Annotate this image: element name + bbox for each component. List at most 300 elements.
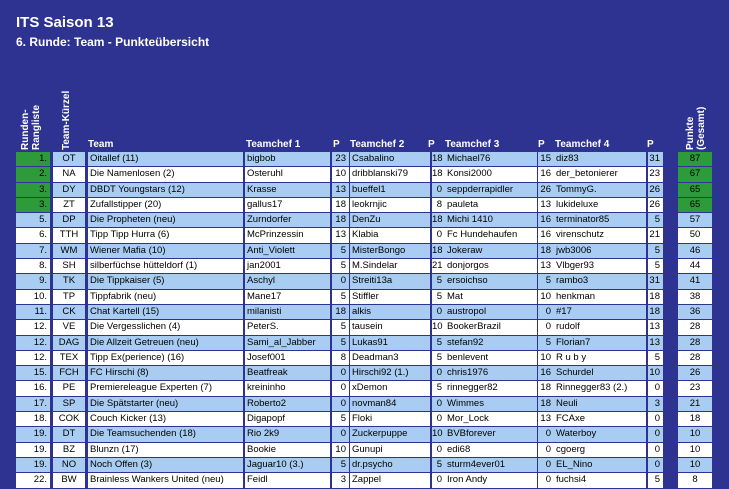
cell-c4: der_betonierer bbox=[554, 167, 646, 181]
cell-c3: chris1976 bbox=[445, 366, 537, 380]
page-subtitle: 6. Runde: Team - Punkteübersicht bbox=[16, 35, 210, 49]
header-team: Team bbox=[88, 139, 114, 150]
cell-p4: 0 bbox=[648, 381, 663, 395]
cell-p2: 18 bbox=[432, 213, 445, 227]
table-row bbox=[16, 427, 712, 442]
cell-c4: diz83 bbox=[554, 152, 646, 166]
cell-c4: rudolf bbox=[554, 320, 646, 334]
cell-c2: Gunupi bbox=[350, 443, 430, 457]
cell-p2: 0 bbox=[432, 305, 445, 319]
cell-team: Oitallef (11) bbox=[88, 152, 243, 166]
header-p2: P bbox=[428, 139, 435, 150]
cell-rank: 2. bbox=[16, 167, 50, 181]
cell-total: 46 bbox=[678, 244, 712, 258]
cell-p1: 5 bbox=[332, 259, 349, 273]
cell-p3: 10 bbox=[538, 290, 554, 304]
cell-c3: BookerBrazil bbox=[445, 320, 537, 334]
cell-rank: 10. bbox=[16, 290, 50, 304]
cell-p4: 10 bbox=[648, 366, 663, 380]
cell-abbr: DT bbox=[53, 427, 85, 441]
cell-c3: Mat bbox=[445, 290, 537, 304]
cell-p2: 18 bbox=[432, 167, 445, 181]
cell-c1: gallus17 bbox=[245, 198, 330, 212]
cell-p4: 13 bbox=[648, 336, 663, 350]
cell-p4: 23 bbox=[648, 167, 663, 181]
cell-team: Brainless Wankers United (neu) bbox=[88, 473, 243, 487]
header-p1: P bbox=[333, 139, 340, 150]
cell-rank: 9. bbox=[16, 274, 50, 288]
cell-p2: 0 bbox=[432, 366, 445, 380]
cell-c3: ersoichso bbox=[445, 274, 537, 288]
cell-abbr: BZ bbox=[53, 443, 85, 457]
cell-p1: 0 bbox=[332, 381, 349, 395]
table-row bbox=[16, 228, 712, 243]
table-row bbox=[16, 183, 712, 198]
cell-c1: Beatfreak bbox=[245, 366, 330, 380]
table-row bbox=[16, 381, 712, 396]
cell-p1: 5 bbox=[332, 320, 349, 334]
cell-p4: 0 bbox=[648, 427, 663, 441]
cell-c3: seppderrapidler bbox=[445, 183, 537, 197]
cell-total: 23 bbox=[678, 381, 712, 395]
cell-p3: 26 bbox=[538, 183, 554, 197]
cell-c3: sturm4ever01 bbox=[445, 458, 537, 472]
cell-abbr: SH bbox=[53, 259, 85, 273]
cell-p3: 16 bbox=[538, 167, 554, 181]
cell-p2: 21 bbox=[432, 259, 445, 273]
ranking-table bbox=[16, 152, 712, 489]
cell-rank: 19. bbox=[16, 458, 50, 472]
cell-c2: Streiti13a bbox=[350, 274, 430, 288]
cell-c1: milanisti bbox=[245, 305, 330, 319]
cell-p4: 5 bbox=[648, 213, 663, 227]
cell-c1: Bookie bbox=[245, 443, 330, 457]
cell-p2: 8 bbox=[432, 198, 445, 212]
cell-c3: stefan92 bbox=[445, 336, 537, 350]
cell-p3: 0 bbox=[538, 458, 554, 472]
cell-c2: Stiffler bbox=[350, 290, 430, 304]
cell-team: Die Namenlosen (2) bbox=[88, 167, 243, 181]
cell-p4: 0 bbox=[648, 458, 663, 472]
cell-p4: 5 bbox=[648, 259, 663, 273]
cell-c2: xDemon bbox=[350, 381, 430, 395]
cell-total: 65 bbox=[678, 183, 712, 197]
cell-total: 67 bbox=[678, 167, 712, 181]
cell-p2: 5 bbox=[432, 458, 445, 472]
cell-abbr: NA bbox=[53, 167, 85, 181]
cell-p1: 10 bbox=[332, 443, 349, 457]
cell-total: 10 bbox=[678, 427, 712, 441]
cell-p1: 5 bbox=[332, 336, 349, 350]
cell-c3: edi68 bbox=[445, 443, 537, 457]
cell-p1: 13 bbox=[332, 228, 349, 242]
cell-p1: 5 bbox=[332, 244, 349, 258]
cell-p2: 5 bbox=[432, 336, 445, 350]
cell-team: Couch Kicker (13) bbox=[88, 412, 243, 426]
cell-p1: 8 bbox=[332, 351, 349, 365]
cell-rank: 3. bbox=[16, 183, 50, 197]
cell-abbr: DY bbox=[53, 183, 85, 197]
cell-p1: 23 bbox=[332, 152, 349, 166]
cell-c4: FCAxe bbox=[554, 412, 646, 426]
cell-c3: Wimmes bbox=[445, 397, 537, 411]
cell-c2: Csabalino bbox=[350, 152, 430, 166]
cell-c1: Jaguar10 (3.) bbox=[245, 458, 330, 472]
cell-abbr: BW bbox=[53, 473, 85, 487]
cell-c4: #17 bbox=[554, 305, 646, 319]
cell-c2: dribblanski79 bbox=[350, 167, 430, 181]
cell-team: Die Teamsuchenden (18) bbox=[88, 427, 243, 441]
cell-total: 36 bbox=[678, 305, 712, 319]
cell-c2: leokrnjic bbox=[350, 198, 430, 212]
cell-p1: 10 bbox=[332, 167, 349, 181]
cell-rank: 1. bbox=[16, 152, 50, 166]
header-abbr: Team-Kürzel bbox=[61, 90, 72, 150]
cell-c2: Floki bbox=[350, 412, 430, 426]
cell-p2: 18 bbox=[432, 244, 445, 258]
cell-p4: 3 bbox=[648, 397, 663, 411]
cell-p4: 0 bbox=[648, 412, 663, 426]
cell-c1: Rio 2k9 bbox=[245, 427, 330, 441]
cell-abbr: WM bbox=[53, 244, 85, 258]
cell-c4: EL_Nino bbox=[554, 458, 646, 472]
cell-c4: henkman bbox=[554, 290, 646, 304]
cell-c3: Michael76 bbox=[445, 152, 537, 166]
cell-c2: MisterBongo bbox=[350, 244, 430, 258]
cell-c1: Feidl bbox=[245, 473, 330, 487]
cell-abbr: ZT bbox=[53, 198, 85, 212]
cell-p3: 0 bbox=[538, 305, 554, 319]
cell-abbr: SP bbox=[53, 397, 85, 411]
cell-c1: Mane17 bbox=[245, 290, 330, 304]
cell-rank: 12. bbox=[16, 320, 50, 334]
header-chef4: Teamchef 4 bbox=[555, 139, 610, 150]
cell-team: Premiereleague Experten (7) bbox=[88, 381, 243, 395]
cell-p3: 0 bbox=[538, 473, 554, 487]
cell-abbr: TEX bbox=[53, 351, 85, 365]
cell-c4: Vlbger93 bbox=[554, 259, 646, 273]
cell-abbr: CK bbox=[53, 305, 85, 319]
cell-team: Die Vergesslichen (4) bbox=[88, 320, 243, 334]
cell-p1: 5 bbox=[332, 290, 349, 304]
cell-p4: 0 bbox=[648, 443, 663, 457]
cell-p4: 31 bbox=[648, 274, 663, 288]
cell-team: Blunzn (17) bbox=[88, 443, 243, 457]
cell-team: Noch Offen (3) bbox=[88, 458, 243, 472]
cell-rank: 8. bbox=[16, 259, 50, 273]
cell-abbr: TP bbox=[53, 290, 85, 304]
cell-abbr: NO bbox=[53, 458, 85, 472]
cell-rank: 3. bbox=[16, 198, 50, 212]
cell-c3: Michi 1410 bbox=[445, 213, 537, 227]
cell-c3: rinnegger82 bbox=[445, 381, 537, 395]
cell-total: 21 bbox=[678, 397, 712, 411]
cell-p4: 26 bbox=[648, 198, 663, 212]
table-row bbox=[16, 259, 712, 274]
cell-total: 28 bbox=[678, 336, 712, 350]
cell-c1: PeterS. bbox=[245, 320, 330, 334]
table-row bbox=[16, 412, 712, 427]
cell-c1: Krasse bbox=[245, 183, 330, 197]
cell-p2: 0 bbox=[432, 412, 445, 426]
cell-total: 28 bbox=[678, 320, 712, 334]
cell-c4: virenschutz bbox=[554, 228, 646, 242]
cell-p2: 5 bbox=[432, 274, 445, 288]
cell-c1: McPrinzessin bbox=[245, 228, 330, 242]
cell-c4: Florian7 bbox=[554, 336, 646, 350]
cell-p1: 0 bbox=[332, 427, 349, 441]
cell-team: Tipp Tipp Hurra (6) bbox=[88, 228, 243, 242]
cell-p4: 5 bbox=[648, 351, 663, 365]
cell-c3: pauleta bbox=[445, 198, 537, 212]
table-row bbox=[16, 290, 712, 305]
cell-rank: 5. bbox=[16, 213, 50, 227]
cell-p3: 18 bbox=[538, 381, 554, 395]
table-row bbox=[16, 305, 712, 320]
cell-c2: alkis bbox=[350, 305, 430, 319]
cell-c2: Hirschi92 (1.) bbox=[350, 366, 430, 380]
cell-p3: 0 bbox=[538, 443, 554, 457]
cell-c4: rambo3 bbox=[554, 274, 646, 288]
cell-rank: 7. bbox=[16, 244, 50, 258]
cell-c4: TommyG. bbox=[554, 183, 646, 197]
header-p4: P bbox=[647, 139, 654, 150]
header-rank: Runden- Rangliste bbox=[20, 104, 42, 150]
cell-c2: Deadman3 bbox=[350, 351, 430, 365]
cell-total: 41 bbox=[678, 274, 712, 288]
cell-c1: jan2001 bbox=[245, 259, 330, 273]
cell-total: 8 bbox=[678, 473, 712, 487]
cell-c2: novman84 bbox=[350, 397, 430, 411]
cell-c1: Josef001 bbox=[245, 351, 330, 365]
cell-p4: 18 bbox=[648, 290, 663, 304]
cell-p3: 16 bbox=[538, 213, 554, 227]
cell-abbr: PE bbox=[53, 381, 85, 395]
cell-rank: 17. bbox=[16, 397, 50, 411]
cell-c3: donjorgos bbox=[445, 259, 537, 273]
cell-total: 44 bbox=[678, 259, 712, 273]
cell-p1: 0 bbox=[332, 366, 349, 380]
cell-total: 10 bbox=[678, 443, 712, 457]
table-row bbox=[16, 274, 712, 289]
cell-c3: benlevent bbox=[445, 351, 537, 365]
cell-p2: 18 bbox=[432, 152, 445, 166]
cell-team: Die Propheten (neu) bbox=[88, 213, 243, 227]
cell-p2: 5 bbox=[432, 290, 445, 304]
cell-p2: 5 bbox=[432, 381, 445, 395]
cell-c4: R u b y bbox=[554, 351, 646, 365]
cell-p4: 18 bbox=[648, 305, 663, 319]
cell-p1: 0 bbox=[332, 397, 349, 411]
cell-c1: Anti_Violett bbox=[245, 244, 330, 258]
cell-p3: 15 bbox=[538, 152, 554, 166]
cell-total: 28 bbox=[678, 351, 712, 365]
cell-rank: 6. bbox=[16, 228, 50, 242]
cell-team: Wiener Mafia (10) bbox=[88, 244, 243, 258]
cell-c1: Osteruhl bbox=[245, 167, 330, 181]
cell-c1: bigbob bbox=[245, 152, 330, 166]
cell-p1: 3 bbox=[332, 473, 349, 487]
cell-p2: 5 bbox=[432, 351, 445, 365]
cell-total: 18 bbox=[678, 412, 712, 426]
cell-c1: Aschyl bbox=[245, 274, 330, 288]
table-row bbox=[16, 152, 712, 167]
cell-rank: 15. bbox=[16, 366, 50, 380]
cell-c3: austropol bbox=[445, 305, 537, 319]
cell-p3: 13 bbox=[538, 259, 554, 273]
table-row bbox=[16, 244, 712, 259]
cell-p4: 5 bbox=[648, 473, 663, 487]
cell-abbr: TK bbox=[53, 274, 85, 288]
cell-c3: Konsi2000 bbox=[445, 167, 537, 181]
cell-rank: 12. bbox=[16, 351, 50, 365]
cell-c1: kreininho bbox=[245, 381, 330, 395]
cell-c4: cgoerg bbox=[554, 443, 646, 457]
cell-c1: Roberto2 bbox=[245, 397, 330, 411]
table-row bbox=[16, 198, 712, 213]
cell-p3: 18 bbox=[538, 244, 554, 258]
cell-c4: Rinnegger83 (2.) bbox=[554, 381, 646, 395]
cell-c2: dr.psycho bbox=[350, 458, 430, 472]
cell-p4: 31 bbox=[648, 152, 663, 166]
cell-p3: 5 bbox=[538, 336, 554, 350]
cell-p1: 5 bbox=[332, 458, 349, 472]
cell-total: 38 bbox=[678, 290, 712, 304]
cell-team: FC Hirschi (8) bbox=[88, 366, 243, 380]
cell-c4: jwb3006 bbox=[554, 244, 646, 258]
cell-abbr: TTH bbox=[53, 228, 85, 242]
header-total: Punkte (Gesamt) bbox=[685, 106, 707, 150]
cell-p3: 13 bbox=[538, 412, 554, 426]
cell-rank: 19. bbox=[16, 443, 50, 457]
cell-p1: 0 bbox=[332, 274, 349, 288]
cell-team: silberfüchse hütteldorf (1) bbox=[88, 259, 243, 273]
cell-abbr: VE bbox=[53, 320, 85, 334]
cell-c3: Fc Hundehaufen bbox=[445, 228, 537, 242]
cell-p3: 16 bbox=[538, 228, 554, 242]
cell-p4: 26 bbox=[648, 183, 663, 197]
cell-p2: 0 bbox=[432, 443, 445, 457]
cell-team: Tipp Ex(perience) (16) bbox=[88, 351, 243, 365]
cell-c2: tausein bbox=[350, 320, 430, 334]
cell-c4: fuchsi4 bbox=[554, 473, 646, 487]
cell-total: 87 bbox=[678, 152, 712, 166]
cell-p4: 21 bbox=[648, 228, 663, 242]
cell-p2: 10 bbox=[432, 320, 445, 334]
cell-c2: DenZu bbox=[350, 213, 430, 227]
cell-p2: 0 bbox=[432, 183, 445, 197]
cell-total: 57 bbox=[678, 213, 712, 227]
cell-c1: Zurndorfer bbox=[245, 213, 330, 227]
cell-team: Tippfabrik (neu) bbox=[88, 290, 243, 304]
cell-p3: 16 bbox=[538, 366, 554, 380]
cell-p3: 5 bbox=[538, 274, 554, 288]
cell-abbr: DAG bbox=[53, 336, 85, 350]
cell-p3: 0 bbox=[538, 320, 554, 334]
cell-c2: Lukas91 bbox=[350, 336, 430, 350]
cell-p3: 18 bbox=[538, 397, 554, 411]
cell-c2: Zuckerpuppe bbox=[350, 427, 430, 441]
table-row bbox=[16, 320, 712, 335]
cell-rank: 19. bbox=[16, 427, 50, 441]
cell-total: 26 bbox=[678, 366, 712, 380]
cell-team: Die Spätstarter (neu) bbox=[88, 397, 243, 411]
cell-p2: 0 bbox=[432, 473, 445, 487]
cell-team: Die Tippkaiser (5) bbox=[88, 274, 243, 288]
table-row bbox=[16, 366, 712, 381]
header-chef1: Teamchef 1 bbox=[246, 139, 301, 150]
cell-c2: bueffel1 bbox=[350, 183, 430, 197]
cell-c4: Schurdel bbox=[554, 366, 646, 380]
cell-p1: 18 bbox=[332, 213, 349, 227]
cell-c3: Iron Andy bbox=[445, 473, 537, 487]
cell-c2: Klabia bbox=[350, 228, 430, 242]
cell-p3: 13 bbox=[538, 198, 554, 212]
cell-c4: terminator85 bbox=[554, 213, 646, 227]
cell-rank: 11. bbox=[16, 305, 50, 319]
cell-p2: 10 bbox=[432, 427, 445, 441]
cell-total: 10 bbox=[678, 458, 712, 472]
cell-team: Zufallstipper (20) bbox=[88, 198, 243, 212]
header-chef3: Teamchef 3 bbox=[445, 139, 500, 150]
table-row bbox=[16, 458, 712, 473]
cell-p4: 5 bbox=[648, 244, 663, 258]
cell-p1: 18 bbox=[332, 305, 349, 319]
cell-p3: 0 bbox=[538, 427, 554, 441]
cell-team: Chat Kartell (15) bbox=[88, 305, 243, 319]
table-row bbox=[16, 167, 712, 182]
cell-c3: Mor_Lock bbox=[445, 412, 537, 426]
table-row bbox=[16, 351, 712, 366]
cell-p2: 0 bbox=[432, 228, 445, 242]
cell-c2: Zappel bbox=[350, 473, 430, 487]
header-p3: P bbox=[538, 139, 545, 150]
cell-abbr: OT bbox=[53, 152, 85, 166]
cell-c4: lukideluxe bbox=[554, 198, 646, 212]
cell-rank: 18. bbox=[16, 412, 50, 426]
header-chef2: Teamchef 2 bbox=[350, 139, 405, 150]
cell-p2: 0 bbox=[432, 397, 445, 411]
cell-p1: 13 bbox=[332, 183, 349, 197]
cell-c3: Jokeraw bbox=[445, 244, 537, 258]
cell-rank: 16. bbox=[16, 381, 50, 395]
table-row bbox=[16, 336, 712, 351]
cell-c3: BVBforever bbox=[445, 427, 537, 441]
cell-abbr: COK bbox=[53, 412, 85, 426]
cell-team: Die Allzeit Getreuen (neu) bbox=[88, 336, 243, 350]
cell-rank: 12. bbox=[16, 336, 50, 350]
cell-team: DBDT Youngstars (12) bbox=[88, 183, 243, 197]
table-row bbox=[16, 443, 712, 458]
cell-c4: Neuli bbox=[554, 397, 646, 411]
cell-abbr: FCH bbox=[53, 366, 85, 380]
page-title: ITS Saison 13 bbox=[16, 14, 114, 31]
table-row bbox=[16, 213, 712, 228]
cell-c2: M.Sindelar bbox=[350, 259, 430, 273]
cell-p4: 13 bbox=[648, 320, 663, 334]
cell-rank: 22. bbox=[16, 473, 50, 487]
cell-p1: 5 bbox=[332, 412, 349, 426]
cell-c4: Waterboy bbox=[554, 427, 646, 441]
cell-total: 50 bbox=[678, 228, 712, 242]
cell-p3: 10 bbox=[538, 351, 554, 365]
cell-p1: 18 bbox=[332, 198, 349, 212]
cell-c1: Sami_al_Jabber bbox=[245, 336, 330, 350]
cell-total: 65 bbox=[678, 198, 712, 212]
cell-abbr: DP bbox=[53, 213, 85, 227]
cell-c1: Digapopf bbox=[245, 412, 330, 426]
table-row bbox=[16, 397, 712, 412]
